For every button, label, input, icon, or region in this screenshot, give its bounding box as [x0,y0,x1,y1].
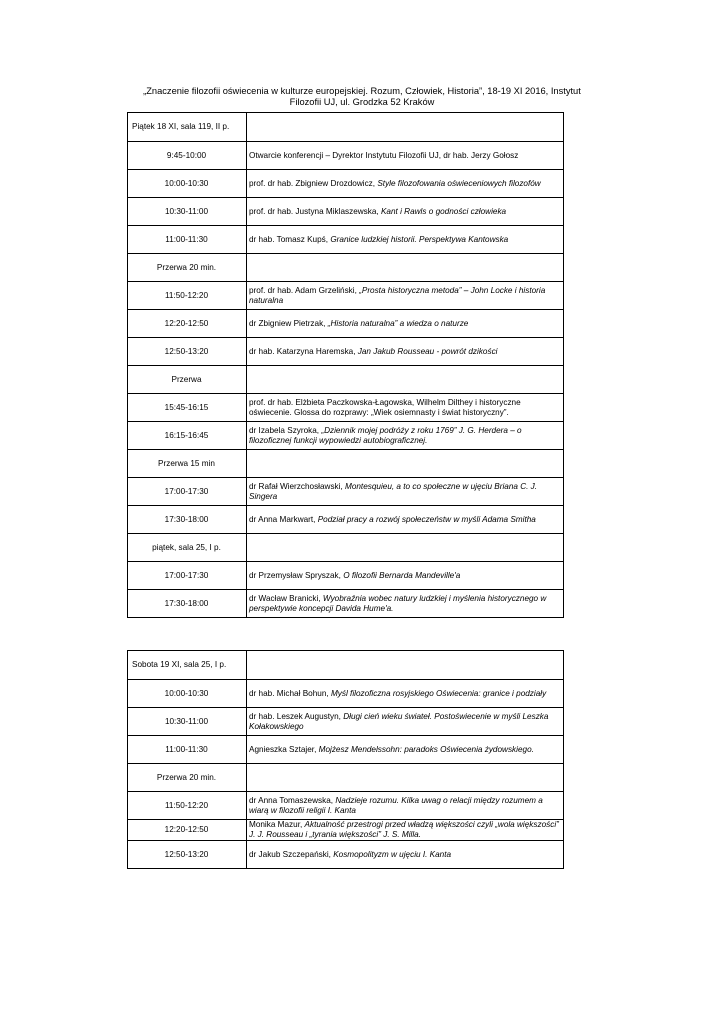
time-cell: 16:15-16:45 [128,422,247,450]
talk-title: Długi cień wieku świateł. Postoświecenie w myśli Leszka Kołakowskiego [249,711,549,731]
talk-cell [247,310,564,338]
schedule-row [128,394,564,422]
talk-cell [247,226,564,254]
schedule-row [128,534,564,562]
talk-cell [247,590,564,618]
speaker-text: dr hab. Leszek Augustyn, [249,711,344,721]
time-cell: piątek, sala 25, I p. [128,534,247,562]
talk-title: Kant i Rawls o godności człowieka [380,206,507,216]
talk-cell [247,254,564,282]
time-cell: Przerwa 20 min. [128,764,247,792]
schedule-row [128,841,564,869]
talk-cell [247,422,564,450]
document-title: „Znaczenie filozofii oświecenia w kulturze europejskiej. Rozum, Człowiek, Historia”, 18-19 XI 2016, Instytut Filozofii UJ, ul. Grodzka 52 Kraków [143,86,581,107]
schedule-row [128,198,564,226]
speaker-text: dr hab. Katarzyna Haremska, [249,346,358,356]
schedule-table-friday [127,112,564,618]
schedule-row [128,338,564,366]
talk-title: Style filozofowania oświeceniowych filozofów [377,178,541,188]
speaker-text: Agnieszka Sztajer, [249,744,319,754]
schedule-row [128,226,564,254]
speaker-text: dr hab. Michał Bohun, [249,688,331,698]
speaker-text: prof. dr hab. Elżbieta Paczkowska-Łagowska, Wilhelm Dilthey i historyczne oświecenie. Glossa do rozprawy: „Wiek osiemnasty i świat historyczny”. [249,397,521,417]
talk-cell [247,478,564,506]
talk-title: „Historia naturalna” a wiedza o naturze [327,318,469,328]
talk-cell [247,450,564,478]
talk-cell [247,170,564,198]
speaker-text: dr Zbigniew Pietrzak, [249,318,328,328]
time-cell: 17:30-18:00 [128,506,247,534]
talk-cell [247,841,564,869]
time-cell: 10:30-11:00 [128,708,247,736]
time-cell: 17:00-17:30 [128,562,247,590]
time-cell: 10:30-11:00 [128,198,247,226]
talk-cell [247,142,564,170]
schedule-row [128,310,564,338]
talk-title: „Prosta historyczna metoda” – John Locke i historia naturalna [249,285,546,305]
schedule-row [128,450,564,478]
day-header-empty-cell [247,651,564,680]
schedule-row [128,254,564,282]
talk-title: Podział pracy a rozwój społeczeństw w myśli Adama Smitha [317,514,536,524]
talk-title: Granice ludzkiej historii. Perspektywa Kantowska [330,234,509,244]
talk-cell [247,198,564,226]
time-cell: 12:20-12:50 [128,310,247,338]
time-cell: 11:00-11:30 [128,226,247,254]
schedule-header-row [128,651,564,680]
day-header-empty-cell [247,113,564,142]
talk-cell [247,282,564,310]
time-cell: Przerwa 15 min [128,450,247,478]
speaker-text: dr Anna Markwart, [249,514,318,524]
speaker-text: prof. dr hab. Zbigniew Drozdowicz, [249,178,378,188]
schedule-row [128,142,564,170]
talk-cell [247,338,564,366]
time-cell: 15:45-16:15 [128,394,247,422]
talk-title: „Dziennik mojej podróży z roku 1769” J. G. Herdera – o filozoficznej funkcji wypowiedzi autobiograficznej. [249,425,522,445]
schedule-table-saturday [127,650,564,869]
speaker-text: Otwarcie konferencji – Dyrektor Instytutu Filozofii UJ, dr hab. Jerzy Gołosz [249,150,519,160]
talk-cell [247,680,564,708]
schedule-row [128,708,564,736]
talk-title: Wyobraźnia wobec natury ludzkiej i myślenia historycznego w perspektywie koncepcji Davida Hume'a. [249,593,547,613]
speaker-text: dr hab. Tomasz Kupś, [249,234,331,244]
time-cell: 10:00-10:30 [128,680,247,708]
time-cell: 9:45-10:00 [128,142,247,170]
schedule-row [128,422,564,450]
talk-cell [247,764,564,792]
schedule-row [128,792,564,820]
day-header: Sobota 19 XI, sala 25, I p. [128,651,247,680]
schedule-row [128,680,564,708]
schedule-row [128,562,564,590]
talk-title: Kosmopolityzm w ujęciu I. Kanta [333,849,452,859]
talk-cell [247,534,564,562]
day-header: Piątek 18 XI, sala 119, II p. [128,113,247,142]
speaker-text: Monika Mazur, [249,820,305,829]
speaker-text: prof. dr hab. Adam Grzeliński, [249,285,360,295]
talk-title: O filozofii Bernarda Mandeville'a [343,570,461,580]
time-cell: 11:50-12:20 [128,282,247,310]
time-cell: Przerwa [128,366,247,394]
talk-title: Jan Jakub Rousseau - powrót dzikości [357,346,498,356]
talk-title: Aktualność przestrogi przed władzą większości czyli „wola większości” J. J. Rousseau i „tyrania większości” J. S. Milla. [249,820,559,839]
schedule-row [128,590,564,618]
schedule-row [128,820,564,841]
schedule-row [128,366,564,394]
talk-cell [247,506,564,534]
schedule-row [128,170,564,198]
talk-title: Nadzieje rozumu. Kilka uwag o relacji między rozumem a wiarą w filozofii religii I. Kanta [249,795,543,815]
time-cell: 12:50-13:20 [128,841,247,869]
schedule-row [128,282,564,310]
schedule-row [128,764,564,792]
time-cell: 12:20-12:50 [128,820,247,841]
talk-title: Myśl filozoficzna rosyjskiego Oświecenia: granice i podziały [330,688,547,698]
talk-title: Montesquieu, a to co społeczne w ujęciu Briana C. J. Singera [249,481,538,501]
speaker-text: dr Przemysław Spryszak, [249,570,344,580]
time-cell: 12:50-13:20 [128,338,247,366]
speaker-text: dr Wacław Branicki, [249,593,323,603]
talk-cell [247,792,564,820]
schedule-header-row [128,113,564,142]
talk-cell [247,708,564,736]
schedule-row [128,736,564,764]
speaker-text: prof. dr hab. Justyna Miklaszewska, [249,206,381,216]
time-cell: 17:00-17:30 [128,478,247,506]
talk-cell [247,366,564,394]
talk-cell [247,820,564,841]
speaker-text: dr Rafał Wierzchosławski, [249,481,345,491]
time-cell: 10:00-10:30 [128,170,247,198]
talk-cell [247,736,564,764]
speaker-text: dr Izabela Szyroka, [249,425,322,435]
time-cell: Przerwa 20 min. [128,254,247,282]
time-cell: 11:00-11:30 [128,736,247,764]
schedule-row [128,478,564,506]
talk-title: Mojżesz Mendelssohn: paradoks Oświecenia żydowskiego. [318,744,534,754]
time-cell: 11:50-12:20 [128,792,247,820]
schedule-row [128,506,564,534]
speaker-text: dr Anna Tomaszewska, [249,795,336,805]
time-cell: 17:30-18:00 [128,590,247,618]
talk-cell [247,394,564,422]
talk-cell [247,562,564,590]
speaker-text: dr Jakub Szczepański, [249,849,334,859]
